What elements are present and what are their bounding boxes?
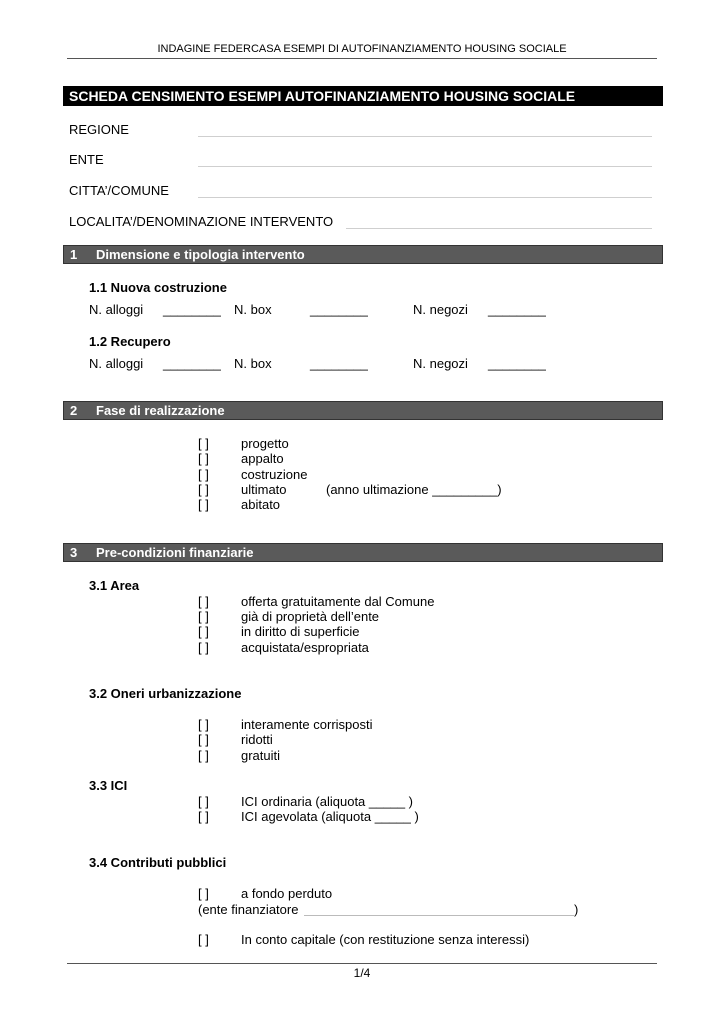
- localita-label: LOCALITA’/DENOMINAZIONE INTERVENTO: [69, 214, 334, 229]
- nc-alloggi-field[interactable]: ________: [163, 302, 221, 317]
- checkbox-oneri-gratuiti[interactable]: [ ]: [198, 748, 209, 763]
- regione-field[interactable]: [198, 136, 652, 137]
- checkbox-abitato[interactable]: [ ]: [198, 497, 209, 512]
- option-label: ICI ordinaria (aliquota _____ ): [241, 794, 413, 809]
- rc-box-field[interactable]: ________: [310, 356, 368, 371]
- option-label: ICI agevolata (aliquota _____ ): [241, 809, 419, 824]
- option-label: interamente corrisposti: [241, 717, 373, 732]
- nc-alloggi-label: N. alloggi: [89, 302, 144, 317]
- rc-box-label: N. box: [234, 356, 272, 371]
- checkbox-area-superficie[interactable]: [ ]: [198, 624, 209, 639]
- option-label: abitato: [241, 497, 281, 512]
- anno-ultimazione-field[interactable]: (anno ultimazione _________): [326, 482, 502, 497]
- checkbox-appalto[interactable]: [ ]: [198, 451, 209, 466]
- section-2-header: [63, 401, 663, 420]
- page-number: 1/4: [353, 966, 371, 980]
- checkbox-progetto[interactable]: [ ]: [198, 436, 209, 451]
- rc-negozi-label: N. negozi: [413, 356, 468, 371]
- section-title: Pre-condizioni finanziarie: [96, 545, 254, 560]
- citta-label: CITTA’/COMUNE: [69, 183, 169, 198]
- option-label: progetto: [241, 436, 289, 451]
- section-number: 3: [70, 545, 78, 560]
- ente-finanziatore-label: (ente finanziatore: [198, 902, 299, 917]
- rc-alloggi-label: N. alloggi: [89, 356, 144, 371]
- ici-title: 3.3 ICI: [89, 778, 128, 793]
- section-1-header: [63, 245, 663, 264]
- checkbox-area-proprieta[interactable]: [ ]: [198, 609, 209, 624]
- footer-divider: [67, 963, 657, 964]
- citta-field[interactable]: [198, 197, 652, 198]
- section-title: Dimensione e tipologia intervento: [96, 247, 305, 262]
- section-number: 1: [70, 247, 78, 262]
- localita-field[interactable]: [346, 228, 652, 229]
- option-label: costruzione: [241, 467, 308, 482]
- oneri-title: 3.2 Oneri urbanizzazione: [89, 686, 242, 701]
- ente-label: ENTE: [69, 152, 104, 167]
- checkbox-ultimato[interactable]: [ ]: [198, 482, 209, 497]
- checkbox-conto-capitale[interactable]: [ ]: [198, 932, 209, 947]
- regione-label: REGIONE: [69, 122, 129, 137]
- ente-finanziatore-field[interactable]: [304, 915, 574, 916]
- option-label: appalto: [241, 451, 284, 466]
- form-title: SCHEDA CENSIMENTO ESEMPI AUTOFINANZIAMENTO HOUSING SOCIALE: [63, 86, 663, 106]
- nc-box-field[interactable]: ________: [310, 302, 368, 317]
- recupero-title: 1.2 Recupero: [89, 334, 171, 349]
- ente-field[interactable]: [198, 166, 652, 167]
- option-label: acquistata/espropriata: [241, 640, 369, 655]
- option-label: gratuiti: [241, 748, 281, 763]
- rc-alloggi-field[interactable]: ________: [163, 356, 221, 371]
- option-label: in diritto di superficie: [241, 624, 360, 639]
- section-3-header: [63, 543, 663, 562]
- option-label: a fondo perduto: [241, 886, 333, 901]
- header-divider: [67, 58, 657, 59]
- nc-negozi-label: N. negozi: [413, 302, 468, 317]
- option-label: ultimato: [241, 482, 287, 497]
- checkbox-costruzione[interactable]: [ ]: [198, 467, 209, 482]
- contributi-title: 3.4 Contributi pubblici: [89, 855, 227, 870]
- option-label: ridotti: [241, 732, 273, 747]
- checkbox-area-gratuita[interactable]: [ ]: [198, 594, 209, 609]
- nc-negozi-field[interactable]: ________: [488, 302, 546, 317]
- page-header: INDAGINE FEDERCASA ESEMPI DI AUTOFINANZIAMENTO HOUSING SOCIALE: [157, 43, 567, 55]
- checkbox-oneri-corrisposti[interactable]: [ ]: [198, 717, 209, 732]
- option-label: offerta gratuitamente dal Comune: [241, 594, 435, 609]
- checkbox-ici-ordinaria[interactable]: [ ]: [198, 794, 209, 809]
- area-title: 3.1 Area: [89, 578, 140, 593]
- checkbox-fondo-perduto[interactable]: [ ]: [198, 886, 209, 901]
- option-label: In conto capitale (con restituzione senza interessi): [241, 932, 530, 947]
- checkbox-ici-agevolata[interactable]: [ ]: [198, 809, 209, 824]
- ente-finanziatore-close: ): [574, 902, 579, 917]
- nuova-costruzione-title: 1.1 Nuova costruzione: [89, 280, 227, 295]
- checkbox-oneri-ridotti[interactable]: [ ]: [198, 732, 209, 747]
- rc-negozi-field[interactable]: ________: [488, 356, 546, 371]
- option-label: già di proprietà dell’ente: [241, 609, 380, 624]
- section-title: Fase di realizzazione: [96, 403, 225, 418]
- nc-box-label: N. box: [234, 302, 272, 317]
- checkbox-area-acquistata[interactable]: [ ]: [198, 640, 209, 655]
- section-number: 2: [70, 403, 78, 418]
